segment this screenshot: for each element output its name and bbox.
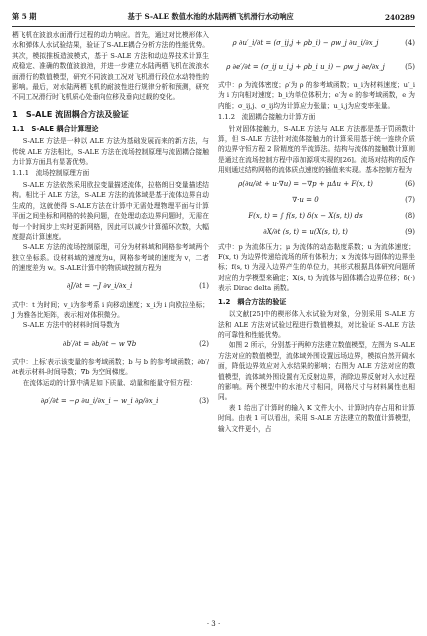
running-header	[12, 10, 415, 24]
paragraph-after-eq5: 式中：ρ 为流体密度；ρ′为 ρ 的参考域函数；u_i为材料速度；u′_i为 i 方向相对速度；b_i为单位体积力；e′为 e 的参考域函数，e 为内能；σ_ij,j、σ_ij均为计算应力张量；u_i,j为应变率张量。	[218, 81, 415, 110]
equation-5-body: ρ ∂e′/∂t = (σ_ij u_i,j + ρb_i u_i) − ρw_j ∂e/∂x_j	[226, 62, 385, 71]
paragraph-1-1-1a: S-ALE 方法依然采用欧拉变量描述流体，拉格朗日变量描述结构。相比于 ALE 方法，S-ALE 方法的流体域是基于流体边界自动生成的，这就使得 S-ALE方法在计算中无需处理物理平面与计算平面之间坐标和网格的转换问题，在处理动态边界问题时，无需在每一个时间步上实时更新网格，因此可以减少计算循环次数，大幅度提高计算速度。	[12, 180, 209, 241]
equation-8	[218, 210, 415, 224]
equation-1	[12, 276, 209, 298]
paragraph-after-eq1: 式中：t 为时间；v_i为参考系 i 向移动速度；x_i为 i 向欧拉坐标；J 为雅各比矩阵，表示相对体积微分。	[12, 300, 209, 319]
page-number: · 3 ·	[206, 620, 221, 628]
equation-2-body: ∂b′/∂t = ∂b/∂t − w ∇b	[62, 339, 137, 348]
equation-9	[218, 226, 415, 240]
equation-1-body: ∂J/∂t = −J ∂v_i/∂x_i	[66, 282, 133, 291]
subsection-heading-1-1: 1.1 S-ALE 耦合计算理论	[12, 124, 99, 133]
equation-5	[218, 56, 415, 78]
equation-1-number: (1)	[199, 282, 209, 291]
issue-number: 第 5 期	[12, 12, 37, 21]
equation-3-number: (3)	[199, 396, 209, 405]
subsection-heading-1-2: 1.2 耦合方法的验证	[218, 297, 287, 306]
paragraph-1-2b: 如图 2 所示，分别基于两种方法建立数值模型，左图为 S-ALE 方法对应的数值模型，流体域外围设置远场边界，模拟自然开阔水面，降低边界效应对入水结果的影响；右图为 ALE 方法对应的数值模型，流体域外围设置有无反射边界，消除边界反射对入水过程的影响。两个模型中的水池尺寸相同，网格尺寸与材料属性也相同。	[218, 341, 415, 402]
equation-9-number: (9)	[405, 228, 415, 237]
paragraph-1-2a: 以文献[25]中的楔形体入水试验为对象，分别采用 S-ALE 方法和 ALE 方法对试验过程进行数值模拟，对比验证 S-ALE 方法的可靠性和性能优势。	[218, 310, 415, 339]
subsubsection-heading-1-1-1: 1.1.1 流场控制原理方面	[12, 169, 90, 178]
subsubsection-heading-1-1-2: 1.1.2 流固耦合接触力计算方面	[218, 113, 316, 122]
paragraph-1-1-2: 针对固体接触力，S-ALE 方法与 ALE 方法都是基于罚函数计算，但 S-ALE 方法针对流体接触力的计算采用基于统一连续介质的边界守恒方程 2 阶精度的半流算法。结构与流体的接触数计算则是通过在流场控制方程中添加源项实现的[26]。流场对结构的反作用则通过结构网格的流体质点速度的插值来实现。基本控制方程为	[218, 124, 415, 175]
paragraph-1-1: S-ALE 方法是一种以 ALE 方法为基础发展而来的新方法，与传统 ALE 方法相比，S-ALE 方法在流场控制原理与流固耦合接触力计算方面具有显著优势。	[12, 137, 209, 167]
equation-2-number: (2)	[199, 339, 209, 348]
equation-3	[12, 390, 209, 412]
paragraph-eq2-intro: S-ALE 方法中的材料时间导数为	[22, 321, 120, 330]
equation-6	[218, 178, 415, 192]
header-rule	[12, 26, 415, 27]
equation-9-body: ∂X/∂t (s, t) = u(X(s, t), t)	[263, 228, 348, 237]
equation-4-number: (4)	[405, 38, 415, 47]
equation-8-number: (8)	[405, 212, 415, 221]
paragraph-eq3-intro: 在流体运动的计算中满足如下质量、动量和能量守恒方程：	[22, 378, 197, 387]
equation-5-number: (5)	[405, 62, 415, 71]
paragraph-after-eq9: 式中：p 为流体压力；μ 为流体的动态黏度系数；u 为流体速度；F(x, t) 为边界传递给流场的所有体积力；x 为流体与固体的边界坐标；f(s, t) 为浸入边界产生的单位力，其形式根据具体研究问题所对应的力学模型来确定；X(s, t) 为流体与固体耦合边界位移；δ(·) 表示 Dirac delta 函数。	[218, 242, 415, 293]
paragraph-after-eq2: 式中：上标′表示该变量的参考域函数；b 与 b 的参考域函数；∂b′/∂t表示材料-时间导数；∇b 为空间梯度。	[12, 357, 209, 377]
equation-6-number: (6)	[405, 180, 415, 189]
paragraph-1-2c: 表 1 给出了计算时的输入 K 文件大小、计算时内存占用和计算时间。由表 1 可以看出，采用 S-ALE 方法建立的数值计算模型，输入文件更小，占	[218, 403, 415, 433]
equation-4-body: ρ ∂u′_i/∂t = (σ_ij,j + ρb_i) − ρw_j ∂u_i/∂x_j	[232, 38, 379, 47]
equation-8-body: F(x, t) = ∫ f(s, t) δ(x − X(s, t)) ds	[248, 212, 363, 221]
equation-2	[12, 333, 209, 355]
left-column	[12, 30, 209, 414]
equation-7-body: ∇·u = 0	[292, 196, 319, 205]
running-title: 基于 S-ALE 数值水池的水陆两栖飞机滑行水动响应	[127, 12, 294, 21]
right-column	[218, 30, 415, 434]
equation-7	[218, 194, 415, 208]
equation-4	[218, 32, 415, 54]
equation-6-body: ρ(∂u/∂t + u·∇u) = −∇p + μΔu + F(x, t)	[238, 180, 373, 189]
article-id: 240289	[384, 12, 415, 22]
equation-3-body: ∂ρ′/∂t = −ρ ∂u_i/∂x_i − w_i ∂ρ/∂x_i	[40, 396, 159, 405]
intro-paragraph: 栖飞机在波浪水面滑行过程的动力响应。首先，通过对比模形体入水和弹体人水试验结果，验证了S-ALE耦合分析方法的性能优势。其次，模拟推板造波模式，基于 S-ALE 方法和动边界技术计算生成稳定、准确的数值波浪池，并进一步建立水陆两栖飞机在波浪水面滑行的数值模型，研究不同波浪工况对飞机滑行段位水动特性的影响。最后，对水陆两栖飞机的耐波性进行规律分析和预测，研究不同工况滑行时飞机质心处垂向位移及垂向过载的变化。	[12, 31, 209, 102]
section-heading-1: 1 S-ALE 流固耦合方法及验证	[12, 108, 129, 119]
paragraph-1-1-1b: S-ALE 方法的流场控制原理，可分为材料域和网格参考域两个独立坐标系。设材料域的速度为u，网格参考域的速度为 v，二者的速度差为 w。S-ALE计算中的物质域控制方程为	[12, 243, 209, 273]
equation-7-number: (7)	[405, 196, 415, 205]
